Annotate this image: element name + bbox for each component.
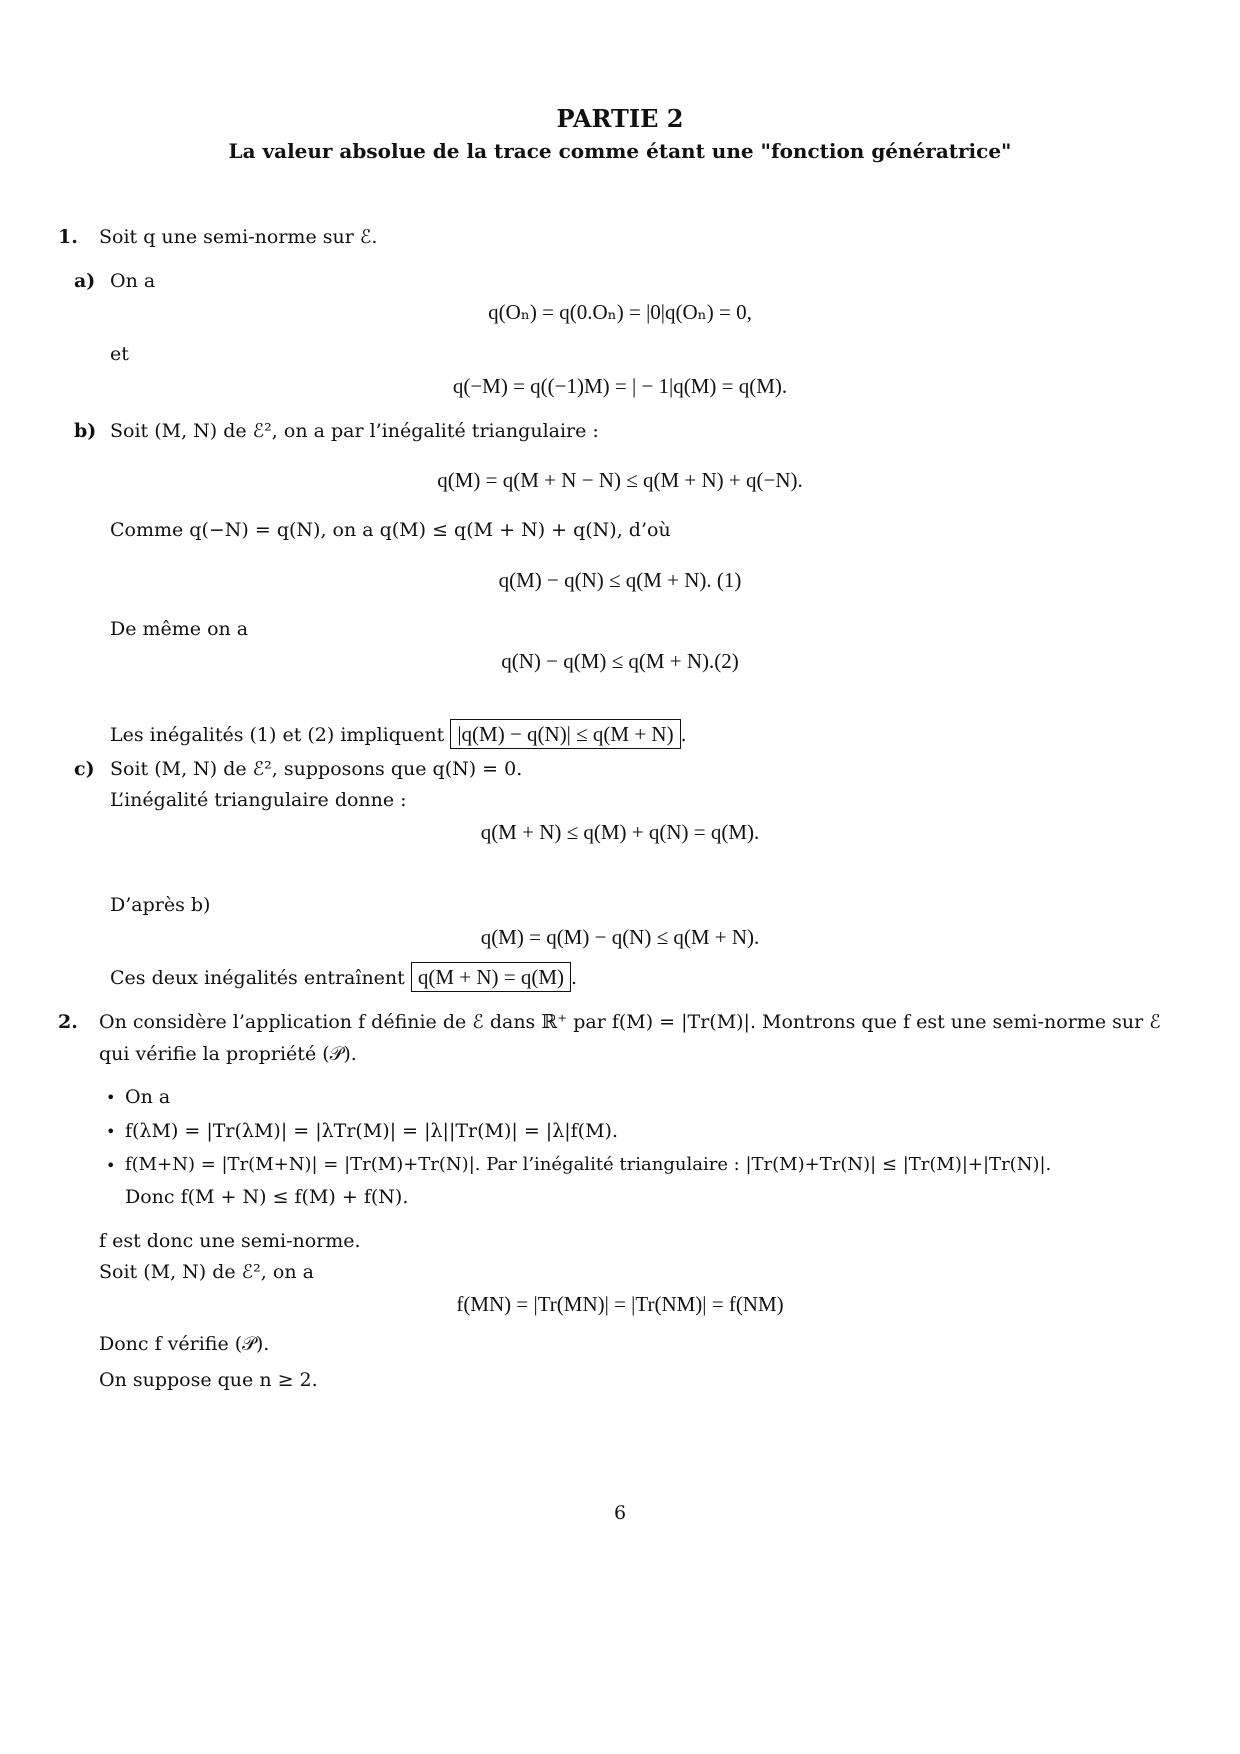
part-c-equation-2: q(M) = q(M) − q(N) ≤ q(M + N). bbox=[480, 925, 760, 949]
part-b-text-1: Soit (M, N) de ℰ², on a par l’inégalité triangulaire : bbox=[110, 420, 599, 442]
bullet-item-1: On a bbox=[125, 1086, 171, 1108]
part-c-equation-1: q(M + N) ≤ q(M) + q(N) = q(M). bbox=[480, 820, 760, 844]
part-a-equation-2: q(−M) = q((−1)M) = | − 1|q(M) = q(M). bbox=[452, 374, 788, 398]
part-b-boxed-result: |q(M) − q(N)| ≤ q(M + N) bbox=[450, 719, 680, 749]
part-b-equation-2: q(M) − q(N) ≤ q(M + N). (1) bbox=[498, 568, 742, 592]
bullet-icon: • bbox=[106, 1122, 116, 1141]
part-b-text-2: Comme q(−N) = q(N), on a q(M) ≤ q(M + N) + q(N), d’où bbox=[110, 519, 671, 541]
page-number: 6 bbox=[613, 1502, 627, 1524]
part-c-period: . bbox=[571, 967, 578, 989]
part-c-text-1: Soit (M, N) de ℰ², supposons que q(N) = 0. bbox=[110, 758, 523, 780]
part-b-conclusion bbox=[110, 719, 687, 749]
part-b-conclusion-text: Les inégalités (1) et (2) impliquent bbox=[110, 724, 445, 746]
part-b-text-3: De même on a bbox=[110, 618, 249, 640]
part-b-equation-1: q(M) = q(M + N − N) ≤ q(M + N) + q(−N). bbox=[437, 468, 803, 492]
question-2-text-3: Donc f vérifie (𝒫). bbox=[99, 1333, 270, 1355]
bullet-icon: • bbox=[106, 1156, 116, 1175]
part-c-text-3: D’après b) bbox=[110, 894, 211, 916]
question-2-text-4: On suppose que n ≥ 2. bbox=[99, 1369, 318, 1391]
question-1-intro: Soit q une semi-norme sur ℰ. bbox=[99, 226, 378, 248]
question-1-number: 1. bbox=[58, 226, 78, 248]
question-2-intro-line-1: On considère l’application f définie de ℰ dans ℝ⁺ par f(M) = |Tr(M)|. Montrons que f est une semi-norme sur ℰ bbox=[99, 1011, 1161, 1033]
part-b-period: . bbox=[680, 724, 687, 746]
part-c-label: c) bbox=[74, 758, 95, 780]
question-2-number: 2. bbox=[58, 1011, 78, 1033]
part-c-text-2: L’inégalité triangulaire donne : bbox=[110, 789, 407, 811]
part-a-text-et: et bbox=[110, 343, 129, 365]
page-title: PARTIE 2 bbox=[556, 104, 684, 133]
question-2-text-2: Soit (M, N) de ℰ², on a bbox=[99, 1261, 314, 1283]
bullet-item-3: f(M+N) = |Tr(M+N)| = |Tr(M)+Tr(N)|. Par l’inégalité triangulaire : |Tr(M)+Tr(N)| ≤ |Tr(M)|+|Tr(N)|. bbox=[125, 1154, 1052, 1175]
question-2-text-1: f est donc une semi-norme. bbox=[99, 1230, 361, 1252]
page-subtitle: La valeur absolue de la trace comme étant une "fonction génératrice" bbox=[228, 139, 1012, 163]
part-a-equation-1: q(Oₙ) = q(0.Oₙ) = |0|q(Oₙ) = 0, bbox=[488, 300, 752, 324]
part-a-label: a) bbox=[74, 270, 96, 292]
part-c-conclusion-text: Ces deux inégalités entraînent bbox=[110, 967, 405, 989]
part-b-label: b) bbox=[74, 420, 97, 442]
part-a-text: On a bbox=[110, 270, 156, 292]
question-2-equation: f(MN) = |Tr(MN)| = |Tr(NM)| = f(NM) bbox=[456, 1292, 784, 1316]
part-c-conclusion bbox=[110, 962, 577, 992]
bullet-item-3-continued: Donc f(M + N) ≤ f(M) + f(N). bbox=[125, 1186, 409, 1208]
part-c-boxed-result: q(M + N) = q(M) bbox=[411, 962, 571, 992]
bullet-item-2: f(λM) = |Tr(λM)| = |λTr(M)| = |λ||Tr(M)| = |λ|f(M). bbox=[125, 1120, 618, 1142]
question-2-intro-line-2: qui vérifie la propriété (𝒫). bbox=[99, 1043, 357, 1065]
bullet-icon: • bbox=[106, 1088, 116, 1107]
part-b-equation-3: q(N) − q(M) ≤ q(M + N).(2) bbox=[501, 649, 739, 673]
